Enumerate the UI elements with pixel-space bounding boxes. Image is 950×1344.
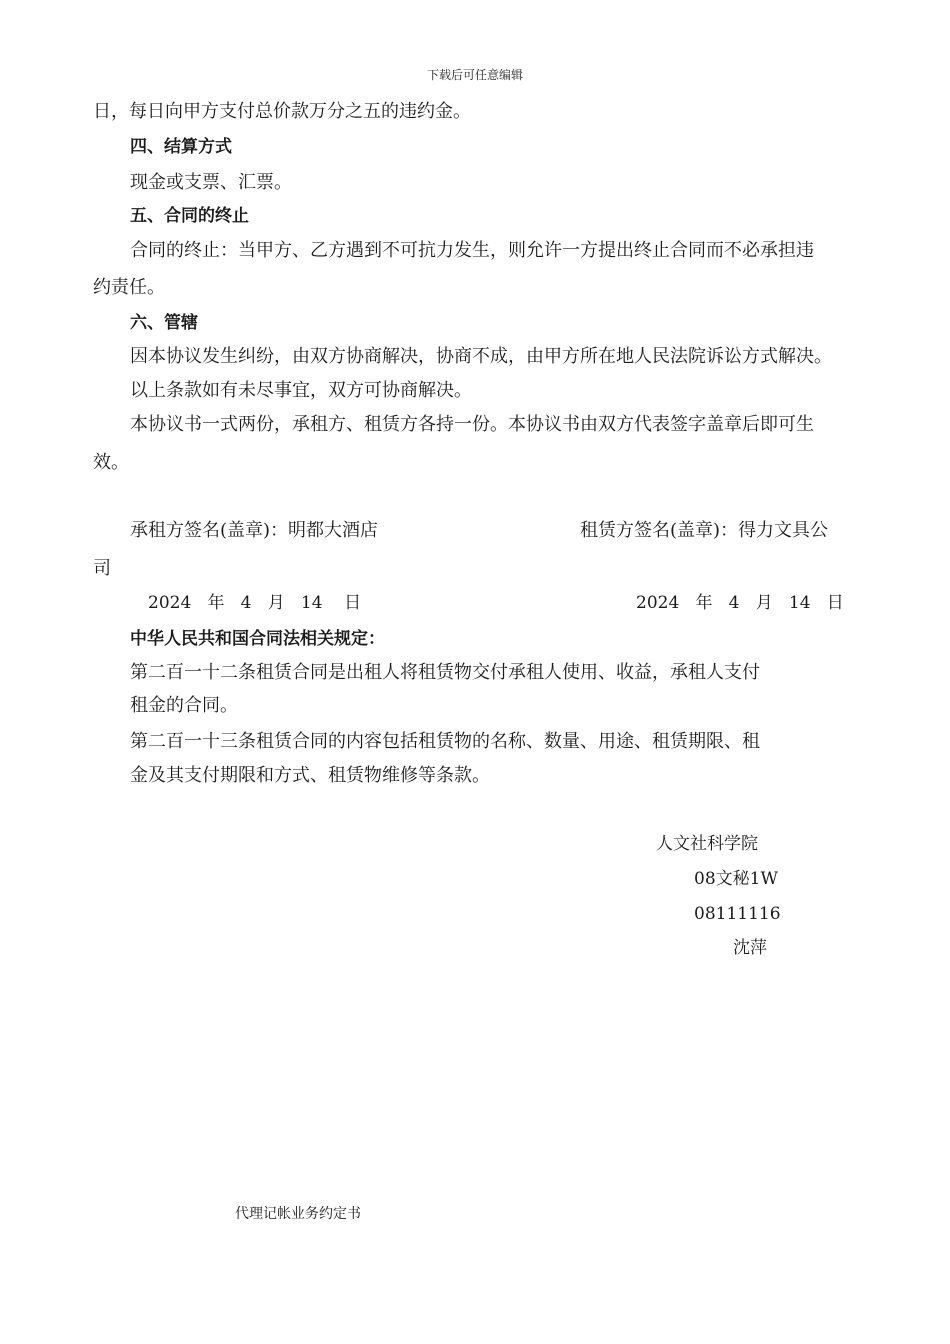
lessor-date: 2024 年 4 月 14 日 [636,593,844,613]
law-heading: 中华人民共和国合同法相关规定： [130,629,385,649]
article-212-line1: 第二百一十二条租赁合同是出租人将租赁物交付承租人使用、收益，承租人支付 [130,662,760,683]
paragraph-copies-line1: 本协议书一式两份，承租方、租赁方各持一份。本协议书由双方代表签字盖章后即可生 [130,414,814,435]
author-name: 沈萍 [733,938,767,958]
paragraph-copies-line2: 效。 [93,452,129,473]
next-document-title: 代理记帐业务约定书 [235,1206,361,1222]
author-school: 人文社科学院 [656,834,758,854]
section-heading-jurisdiction: 六、管辖 [130,313,198,333]
lessee-date: 2024 年 4 月 14 日 [148,593,362,613]
paragraph-settlement: 现金或支票、汇票。 [130,172,292,193]
author-class: 08文秘1W [694,869,778,889]
article-212-line2: 租金的合同。 [130,695,238,716]
lessor-signature: 租赁方签名(盖章)：得力文具公 [580,520,829,541]
header-note: 下载后可任意编辑 [426,68,523,82]
paragraph-unresolved: 以上条款如有未尽事宜，双方可协商解决。 [130,380,472,401]
paragraph-termination-line1: 合同的终止：当甲方、乙方遇到不可抗力发生，则允许一方提出终止合同而不必承担违 [130,240,814,261]
paragraph-termination-line2: 约责任。 [93,277,165,298]
section-heading-settlement: 四、结算方式 [130,137,232,157]
lessee-signature: 承租方签名(盖章)：明都大酒店 [130,520,379,541]
author-id: 08111116 [694,904,781,924]
article-213-line1: 第二百一十三条租赁合同的内容包括租赁物的名称、数量、用途、租赁期限、租 [130,731,760,752]
lessor-signature-cont: 司 [93,558,111,579]
paragraph-jurisdiction: 因本协议发生纠纷，由双方协商解决，协商不成，由甲方所在地人民法院诉讼方式解决。 [130,346,832,367]
paragraph-penalty: 日，每日向甲方支付总价款万分之五的违约金。 [93,101,471,122]
section-heading-termination: 五、合同的终止 [130,206,249,226]
article-213-line2: 金及其支付期限和方式、租赁物维修等条款。 [130,765,490,786]
